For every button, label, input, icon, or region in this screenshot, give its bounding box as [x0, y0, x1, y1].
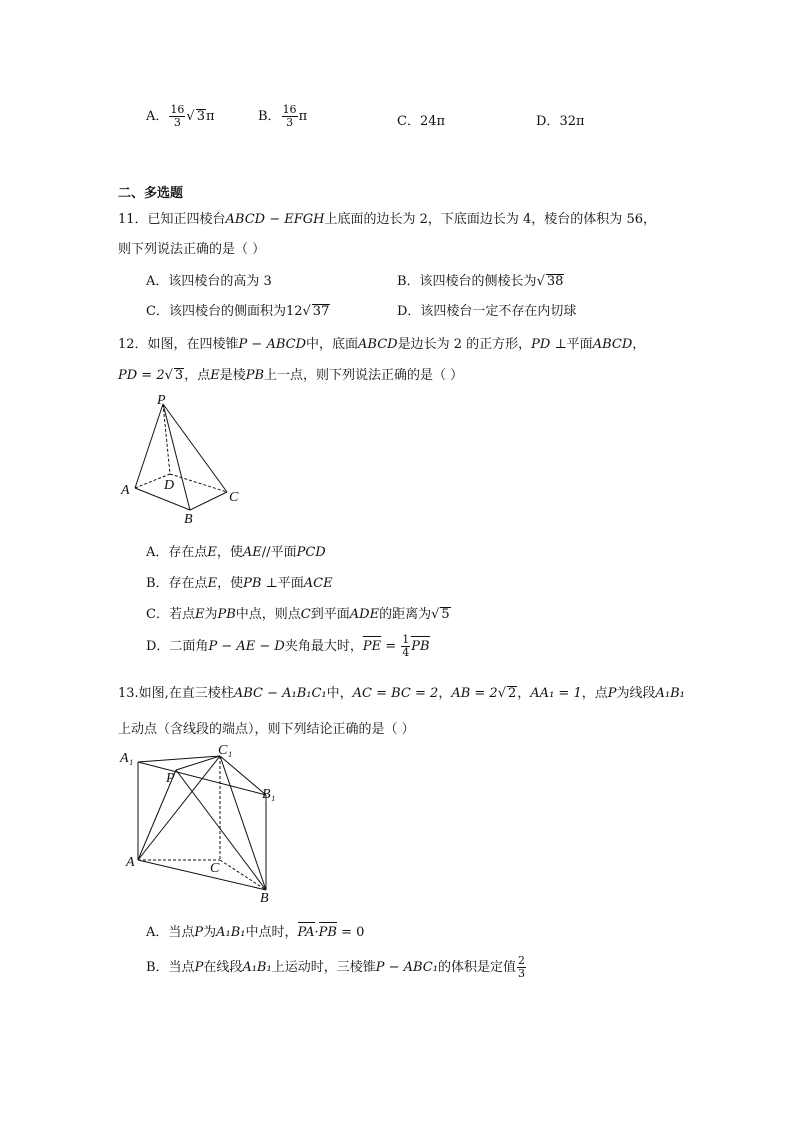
vertex-label-c: C [210, 861, 220, 876]
q11-option-a: A．该四棱台的高为 3 [146, 274, 272, 289]
q13-option-b: B．当点P在线段A₁B₁上运动时，三棱锥P − ABC₁的体积是定值 $\frac{2}{3}$ [146, 954, 525, 980]
fraction: $\frac{16}{3}$ [282, 103, 297, 129]
q12-option-b: B．存在点E，使PB ⊥平面ACE [146, 576, 333, 591]
q12-option-c: C．若点E为PB中点，则点C到平面ADE的距离为√ 5 [146, 607, 450, 622]
q13-option-a: A．当点P为A₁B₁中点时，PA·PB = 0 [146, 925, 365, 940]
q12-option-d: D．二面角P − AE − D夹角最大时，PE = $\frac{1}{4}$ PB [146, 633, 430, 659]
vertex-label-b1: B₁ [262, 787, 276, 802]
q11-option-b: B．该四棱台的侧棱长为√ 38 [397, 274, 564, 289]
q11-stem-line2: 则下列说法正确的是（ ） [118, 242, 266, 257]
vertex-label-a: A [126, 855, 135, 870]
vertex-label-a: A [121, 483, 130, 498]
q11-stem-line1: 11．已知正四棱台ABCD − EFGH上底面的边长为 2，下底面边长为 4，棱台的体积为 56， [118, 212, 656, 227]
fraction: $\frac{1}{4}$ [402, 633, 410, 659]
vertex-label-d: D [164, 478, 175, 493]
q10-option-b: B． $\frac{16}{3}$ π [258, 103, 308, 129]
q12-stem-line1: 12．如图，在四棱锥P − ABCD中，底面ABCD是边长为 2 的正方形，PD ⊥平面ABCD， [118, 337, 646, 352]
q10-option-d: D．32π [536, 114, 585, 129]
q13-stem-line2: 上动点（含线段的端点），则下列结论正确的是（ ） [118, 722, 415, 737]
q10-option-a: A． $\frac{16}{3}$ √ 3π [146, 103, 215, 129]
q12-stem-line2: PD = 2√ 3，点E是棱PB上一点，则下列说法正确的是（ ） [118, 368, 464, 383]
vertex-label-p: P [157, 393, 166, 408]
vertex-label-c: C [229, 490, 239, 505]
vertex-label-c1: C₁ [218, 743, 233, 758]
fraction: $\frac{16}{3}$ [170, 103, 185, 129]
q10-option-c: C．24π [397, 114, 446, 129]
vertex-label-p: P [166, 771, 175, 786]
vertex-label-b: B [260, 891, 269, 905]
vertex-label-a1: A₁ [120, 751, 134, 766]
q13-stem-line1: 13.如图,在直三棱柱ABC − A₁B₁C₁中，AC = BC = 2，AB = 2√ 2，AA₁ = 1，点P为线段A₁B₁ [118, 686, 685, 701]
fraction: $\frac{2}{3}$ [517, 954, 525, 980]
q11-option-d: D．该四棱台一定不存在内切球 [397, 304, 577, 319]
q13-prism-figure [118, 740, 283, 905]
vertex-label-b: B [184, 512, 193, 527]
q12-pyramid-figure [115, 392, 255, 527]
section-title: 二、多选题 [118, 186, 184, 201]
q12-option-a: A．存在点E，使AE//平面PCD [146, 545, 326, 560]
q11-option-c: C．该四棱台的侧面积为12√ 37 [146, 304, 330, 319]
